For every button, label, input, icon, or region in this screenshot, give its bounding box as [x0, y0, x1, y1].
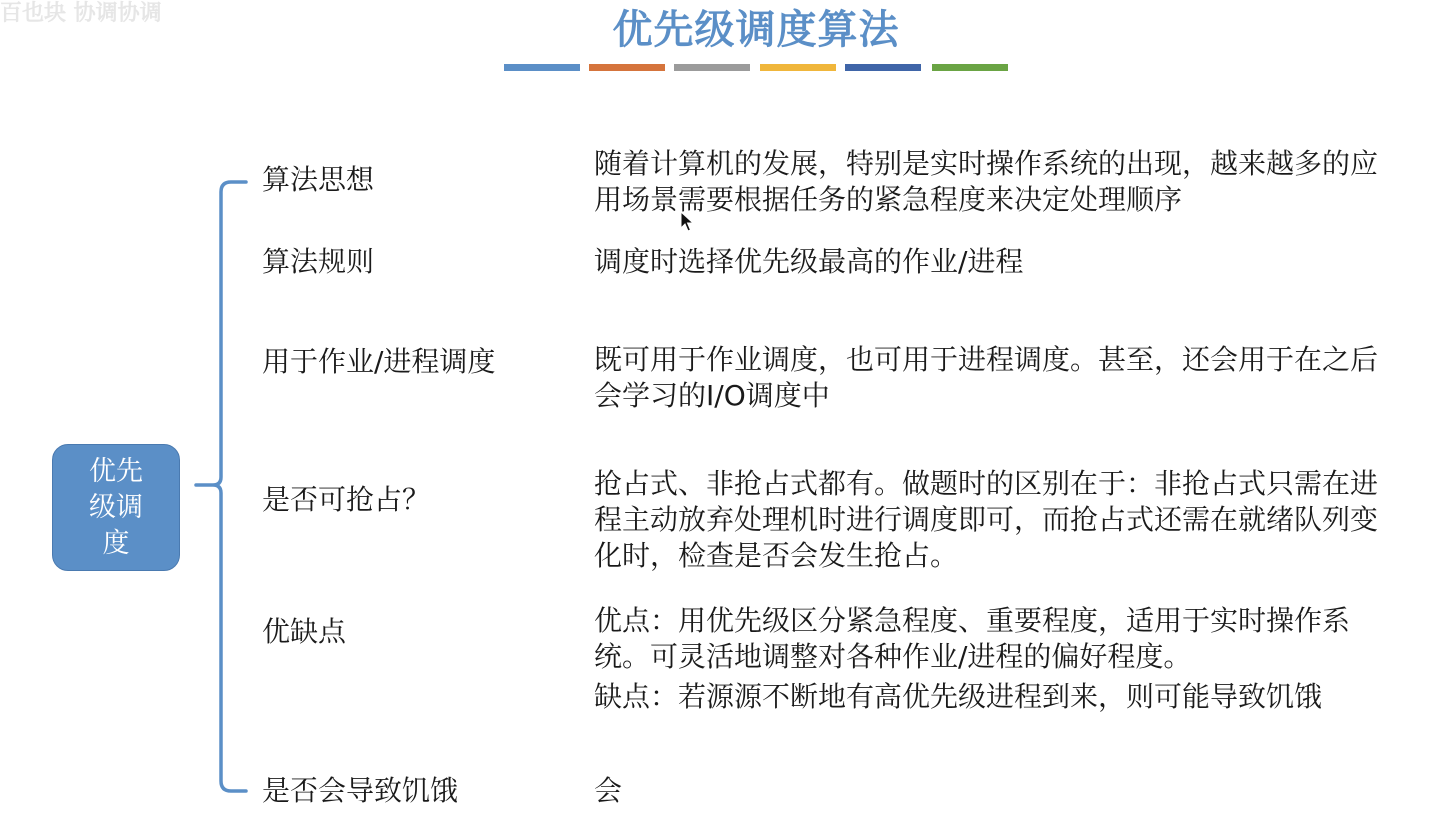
row-label-preemptive: 是否可抢占？ — [262, 483, 431, 516]
color-bar-segment — [674, 64, 750, 71]
row-desc-usage — [594, 342, 1394, 414]
root-node-label: 优先级调度 — [89, 455, 143, 559]
row-desc-text: 会 — [594, 774, 623, 807]
slide-title: 优先级调度算法 — [612, 7, 900, 53]
color-bar-segment — [845, 64, 921, 71]
row-desc-pros-cons — [594, 603, 1394, 715]
watermark: 百也块 协调协调 — [0, 1, 162, 26]
row-label-rule: 算法规则 — [262, 245, 375, 278]
color-bar-segment — [932, 64, 1008, 71]
row-desc-cons: 缺点：若源源不断地有高优先级进程到来，则可能导致饥饿 — [594, 680, 1323, 713]
mouse-pointer-icon — [680, 211, 694, 233]
row-desc-text: 既可用于作业调度，也可用于进程调度。甚至，还会用于在之后会学习的I/O调度中 — [594, 343, 1379, 412]
row-label-starvation: 是否会导致饥饿 — [262, 774, 459, 807]
root-node — [52, 444, 180, 571]
row-desc-rule — [594, 244, 1394, 280]
color-bar-segment — [589, 64, 665, 71]
row-desc-pros: 优点：用优先级区分紧急程度、重要程度，适用于实时操作系统。可灵活地调整对各种作业/进程的偏好程度。 — [594, 604, 1351, 673]
mind-map-bracket — [0, 0, 300, 830]
row-desc-idea — [594, 146, 1394, 218]
row-label-pros-cons: 优缺点 — [262, 615, 347, 648]
row-label-usage: 用于作业/进程调度 — [262, 345, 496, 378]
color-bar-segment — [504, 64, 580, 71]
row-desc-preemptive — [594, 466, 1394, 574]
row-desc-starvation — [594, 773, 1394, 809]
row-desc-text: 调度时选择优先级最高的作业/进程 — [594, 245, 1024, 278]
color-bar-segment — [760, 64, 836, 71]
row-desc-text: 随着计算机的发展，特别是实时操作系统的出现，越来越多的应用场景需要根据任务的紧急程度来决定处理顺序 — [594, 147, 1379, 216]
row-label-idea: 算法思想 — [262, 163, 375, 196]
row-desc-text: 抢占式、非抢占式都有。做题时的区别在于：非抢占式只需在进程主动放弃处理机时进行调度即可，而抢占式还需在就绪队列变化时，检查是否会发生抢占。 — [594, 467, 1379, 572]
